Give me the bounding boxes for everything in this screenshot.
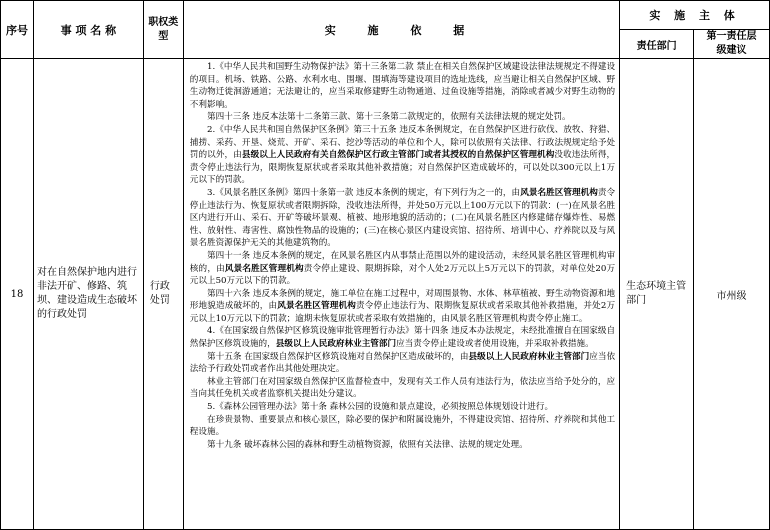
header-seq: 序号	[1, 1, 34, 59]
basis-paragraph	[190, 351, 615, 376]
basis-text: 应当依法给予行政处罚或者作出其他处理决定。	[189, 351, 616, 375]
row-seq: 18	[1, 59, 34, 530]
header-subject: 实 施 主 体	[620, 1, 770, 30]
basis-paragraph	[190, 288, 615, 326]
basis-paragraph	[190, 124, 615, 187]
basis-paragraph	[190, 376, 615, 401]
basis-text: 第十五条 在国家级自然保护区修筑设施对自然保护区造成破坏的，由	[206, 351, 469, 362]
basis-text: 应当责令停止建设或者使用设施，并采取补救措施。	[396, 339, 594, 350]
row-basis-text	[183, 59, 619, 530]
basis-text: 第十九条 破坏森林公园的森林和野生动植物资源，依照有关法律、法规的规定处理。	[206, 439, 528, 450]
row-item-name: 对在自然保护地内进行非法开矿、修路、筑坝、建设造成生态破坏的行政处罚	[33, 59, 143, 530]
header-level: 第一责任层级建议	[694, 30, 770, 59]
basis-paragraph	[190, 111, 615, 124]
basis-text: 3.《风景名胜区条例》第四十条第一款 违反本条例的规定，有下列行为之一的，由	[206, 187, 521, 198]
basis-paragraph	[190, 414, 615, 439]
row-dept: 生态环境主管部门	[620, 59, 694, 530]
basis-text: 4.《在国家级自然保护区修筑设施审批管理暂行办法》第十四条 违反本办法规定，未经批准擅自在国家级自然保护区修筑设施的，	[189, 326, 616, 350]
basis-emphasis: 风景名胜区管理机构	[224, 263, 304, 274]
basis-emphasis: 县级以上人民政府林业主管部门	[468, 351, 590, 362]
header-authority-type: 职权类型	[143, 1, 183, 59]
basis-text: 第四十三条 违反本法第十二条第三款、第十三条第二款规定的，依照有关法律法规的规定处罚。	[206, 112, 571, 123]
basis-text: 2.《中华人民共和国自然保护区条例》第三十五条 违反本条例规定，在自然保护区进行砍伐、放牧、狩猎、捕捞、采药、开垦、烧荒、开矿、采石、挖沙等活动的单位和个人，除可以依照有关法律、行政法规规定给予处罚的以外，由	[189, 124, 616, 161]
basis-text: 5.《森林公园管理办法》第十条 森林公园的设施和景点建设，必须按照总体规划设计进行。	[206, 402, 554, 413]
basis-text: 第四十一条 违反本条例的规定，在风景名胜区内从事禁止范围以外的建设活动，未经风景名胜区管理机构审核的，由	[189, 250, 616, 274]
basis-paragraph	[190, 325, 615, 350]
basis-text: 没收违法所得，责令停止违法行为，限期恢复原状或者采取其他补救措施；对自然保护区造成破坏的，可以处以300元以上1万元以下的罚款。	[189, 150, 616, 186]
basis-text: 责令停止违法行为、恢复原状或者限期拆除，没收违法所得，并处50万元以上100万元以下的罚款：(一)在风景名胜区内进行开山、采石、开矿等破坏景观、植被、地形地貌的活动的；(二)在风景名胜区内修建储存爆炸性、易燃性、放射性、毒害性、腐蚀性物品的设施的；(三)在核心景区内建设宾馆、招待所、培训中心、疗养院以及与风景名胜资源保护无关的其他建筑物的。	[189, 187, 616, 249]
basis-text: 第四十六条 违反本条例的规定，施工单位在施工过程中，对周围景物、水体、林草植被、野生动物资源和地形地貌造成破坏的，由	[189, 288, 616, 312]
basis-paragraph	[190, 187, 615, 250]
row-authority-type: 行政处罚	[143, 59, 183, 530]
basis-paragraph	[190, 61, 615, 111]
basis-emphasis: 县级以上人民政府有关自然保护区行政主管部门或者其授权的自然保护区管理机构	[241, 150, 555, 161]
header-dept: 责任部门	[620, 30, 694, 59]
table-row	[1, 59, 770, 530]
basis-emphasis: 风景名胜区管理机构	[277, 301, 356, 312]
basis-paragraph	[190, 401, 615, 414]
basis-emphasis: 风景名胜区管理机构	[520, 187, 598, 198]
basis-text: 在珍贵景物、重要景点和核心景区，除必要的保护和附属设施外，不得建设宾馆、招待所、疗养院和其他工程设施。	[189, 414, 616, 438]
basis-paragraphs	[190, 61, 615, 451]
basis-paragraph	[190, 250, 615, 288]
basis-text: 责令停止建设、限期拆除，对个人处2万元以上5万元以下的罚款，对单位处20万元以上50万元以下的罚款。	[189, 263, 616, 287]
basis-text: 林业主管部门在对国家级自然保护区监督检查中，发现有关工作人员有违法行为，依法应当给予处分的，应当向其任免机关或者监察机关提出处分建议。	[189, 376, 616, 400]
basis-text: 责令停止违法行为、限期恢复原状或者采取其他补救措施，并处2万元以上10万元以下的罚款；逾期未恢复原状或者采取有效措施的，由风景名胜区管理机构责令停止施工。	[189, 301, 616, 324]
header-item-name: 事 项 名 称	[33, 1, 143, 59]
basis-paragraph	[190, 439, 615, 452]
basis-emphasis: 县级以上人民政府林业主管部门	[275, 339, 397, 350]
row-level: 市州级	[694, 59, 770, 530]
basis-text: 1.《中华人民共和国野生动物保护法》第十三条第二款 禁止在相关自然保护区域建设法律法规规定不得建设的项目。机场、铁路、公路、水利水电、围堰、围填海等建设项目的选址选线，应当避让相关自然保护区域、野生动物迁徙洄游通道；无法避让的，应当采取修建野生动物通道、过鱼设施等措施，消除或者减少对野生动物的不利影响。	[189, 62, 616, 110]
header-basis: 实 施 依 据	[183, 1, 619, 59]
